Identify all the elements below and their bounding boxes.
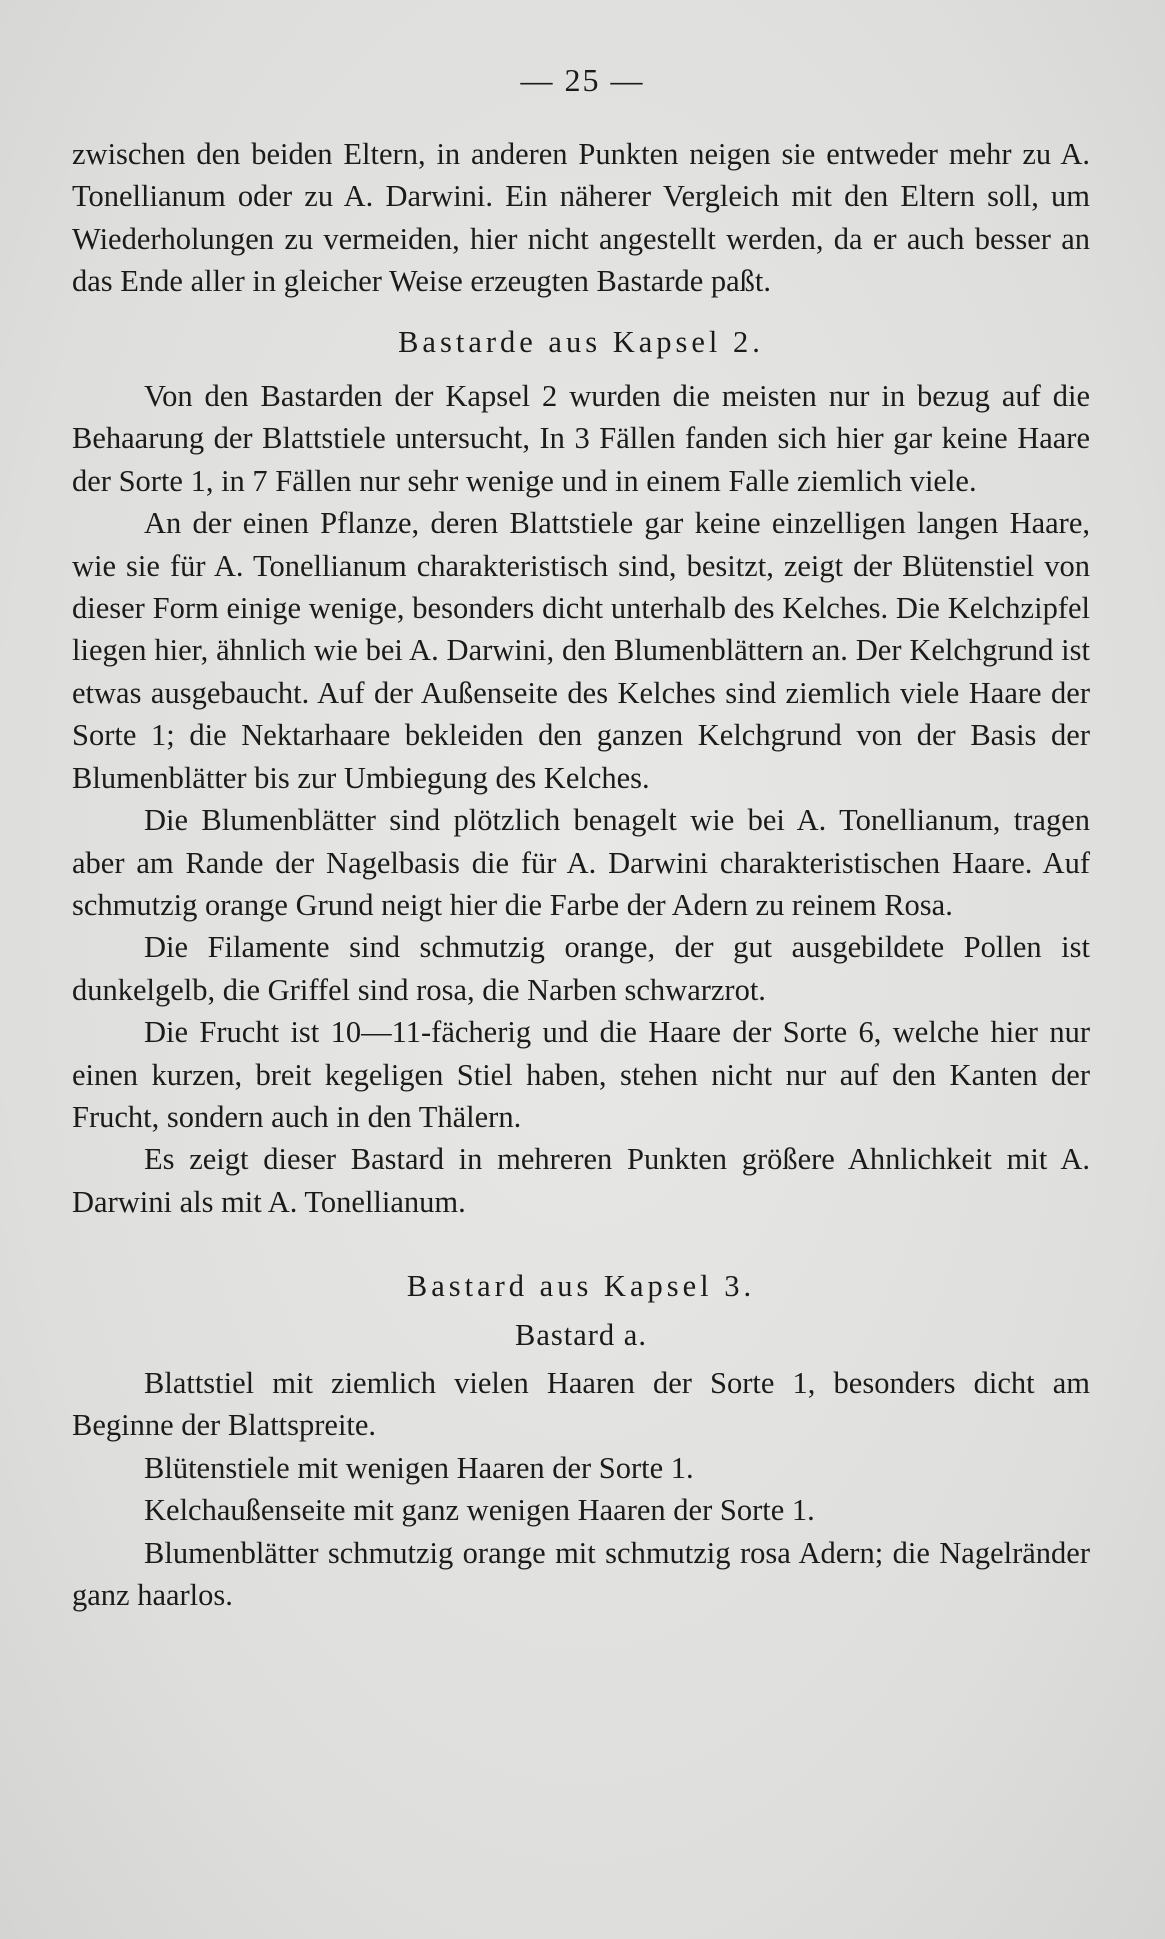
section-heading-kapsel-3: Bastard aus Kapsel 3.: [406, 1269, 756, 1304]
paragraph-bastard-a-blumenblaetter: Blumenblätter schmutzig orange mit schmutzig rosa Adern; die Nagelränder ganz haarlos.: [72, 1535, 1090, 1612]
paragraph-kapsel2-conclusion: Es zeigt dieser Bastard in mehreren Punkten größere Ahnlichkeit mit A. Darwini als mit A. Tonellianum.: [72, 1142, 1090, 1219]
paragraph-kapsel2-fruit: Die Frucht ist 10—11-fächerig und die Haare der Sorte 6, welche hier nur einen kurzen, breit kegeligen Stiel haben, stehen nicht nur auf den Kanten der Frucht, sondern auch in den Thälern.: [72, 1015, 1090, 1134]
paragraph-kapsel2-plant: An der einen Pflanze, deren Blattstiele gar keine einzelligen langen Haare, wie sie für A. Tonellianum charakteristisch sind, besitzt, zeigt der Blütenstiel von dieser Form einige wenige, besonders dicht unterhalb des Kelches. Die Kelchzipfel liegen hier, ähnlich wie bei A. Darwini, den Blumenblättern an. Der Kelchgrund ist etwas ausgebaucht. Auf der Außenseite des Kelches sind ziemlich viele Haare der Sorte 1; die Nektarhaare bekleiden den ganzen Kelchgrund von der Basis der Blumenblätter bis zur Umbiegung des Kelches.: [72, 506, 1090, 795]
page-number: — 25 —: [520, 62, 645, 98]
page-body: [72, 133, 1090, 1616]
paragraph-bastard-a-blattstiel: Blattstiel mit ziemlich vielen Haaren der Sorte 1, besonders dicht am Beginne der Blattspreite.: [72, 1365, 1090, 1443]
paragraph-kapsel2-filaments: Die Filamente sind schmutzig orange, der gut ausgebildete Pollen ist dunkelgelb, die Griffel sind rosa, die Narben schwarzrot.: [72, 930, 1090, 1007]
paragraph-continuation: zwischen den beiden Eltern, in anderen Punkten neigen sie entweder mehr zu A. Tonellianum oder zu A. Darwini. Ein näherer Vergleich mit den Eltern soll, um Wiederholungen zu vermeiden, hier nicht angestellt werden, da er auch besser an das Ende aller in gleicher Weise erzeugten Bastarde paßt.: [72, 137, 1090, 299]
section-heading-kapsel-2: Bastarde aus Kapsel 2.: [398, 324, 764, 359]
paragraph-bastard-a-bluetenstiele: Blütenstiele mit wenigen Haaren der Sorte 1.: [144, 1450, 694, 1485]
paragraph-kapsel2-intro: Von den Bastarden der Kapsel 2 wurden die meisten nur in bezug auf die Behaarung der Blattstiele untersucht, In 3 Fällen fanden sich hier gar keine Haare der Sorte 1, in 7 Fällen nur sehr wenige und in einem Falle ziemlich viele.: [72, 379, 1090, 498]
paragraph-kapsel2-petals: Die Blumenblätter sind plötzlich benagelt wie bei A. Tonellianum, tragen aber am Rande der Nagelbasis die für A. Darwini charakteristischen Haare. Auf schmutzig orange Grund neigt hier die Farbe der Adern zu reinem Rosa.: [72, 803, 1090, 922]
paragraph-bastard-a-kelch: Kelchaußenseite mit ganz wenigen Haaren der Sorte 1.: [144, 1493, 815, 1528]
subheading-bastard-a: Bastard a.: [515, 1317, 647, 1352]
